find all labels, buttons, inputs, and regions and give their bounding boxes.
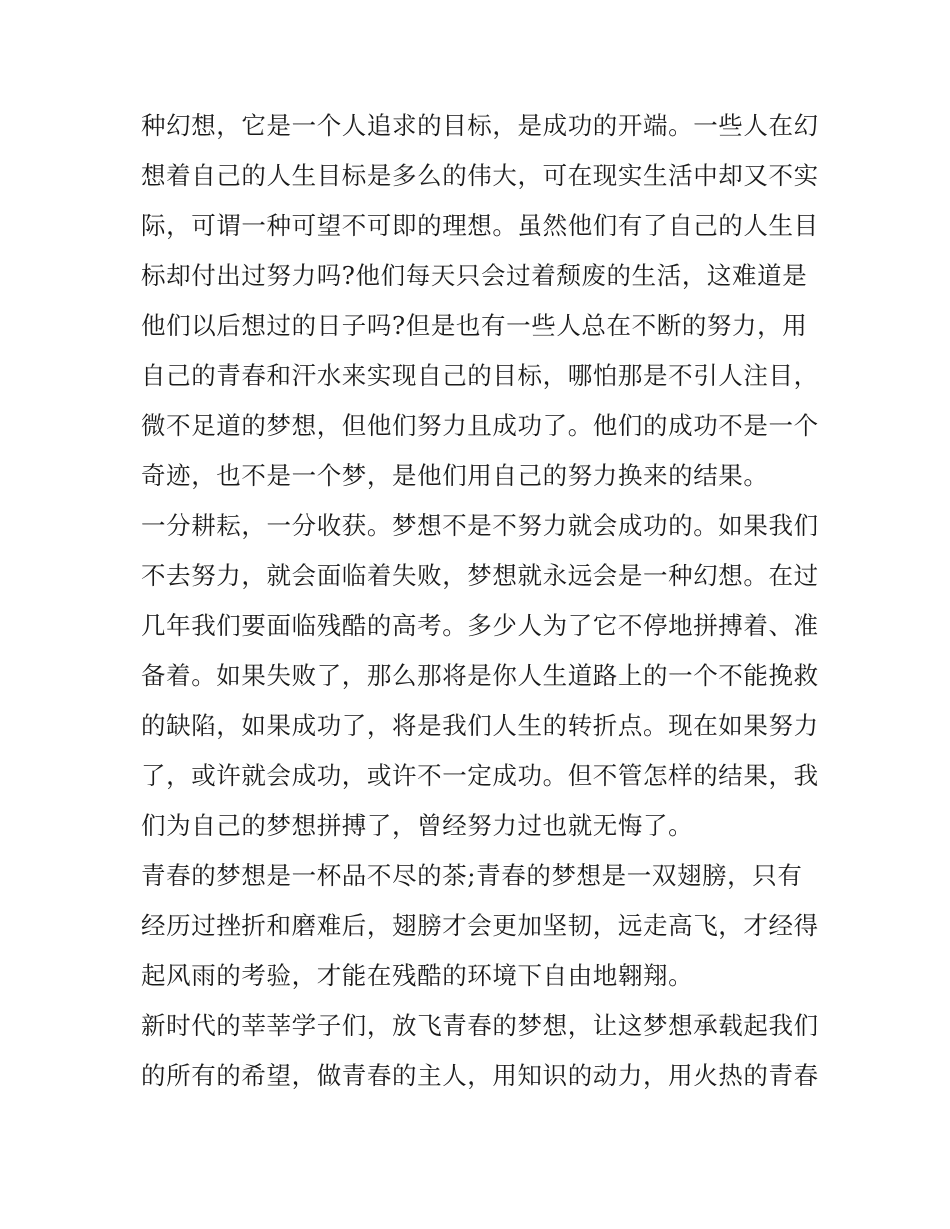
paragraph-1 — [141, 101, 821, 501]
text-line: 不去努力，就会面临着失败，梦想就永远会是一种幻想。在过 — [141, 561, 819, 590]
text-line: 种幻想，它是一个人追求的目标，是成功的开端。一些人在幻 — [141, 111, 819, 140]
paragraph-2 — [141, 501, 821, 851]
text-line: 他们以后想过的日子吗?但是也有一些人总在不断的努力，用 — [141, 311, 808, 340]
text-line: 想着自己的人生目标是多么的伟大，可在现实生活中却又不实 — [141, 161, 819, 190]
text-line: 了，或许就会成功，或许不一定成功。但不管怎样的结果，我 — [141, 761, 819, 790]
text-line: 的所有的希望，做青春的主人，用知识的动力，用火热的青春 — [141, 1061, 819, 1090]
text-line: 自己的青春和汗水来实现自己的目标，哪怕那是不引人注目， — [141, 361, 819, 390]
text-line: 新时代的莘莘学子们，放飞青春的梦想，让这梦想承载起我们 — [141, 1011, 819, 1040]
text-line: 们为自己的梦想拼搏了，曾经努力过也就无悔了。 — [141, 811, 694, 840]
document-body — [141, 101, 821, 1101]
paragraph-4 — [141, 1001, 821, 1101]
text-line: 青春的梦想是一杯品不尽的茶;青春的梦想是一双翅膀，只有 — [141, 861, 803, 890]
paragraph-3 — [141, 851, 821, 1001]
text-line: 一分耕耘，一分收获。梦想不是不努力就会成功的。如果我们 — [141, 511, 819, 540]
text-line: 奇迹，也不是一个梦，是他们用自己的努力换来的结果。 — [141, 461, 769, 490]
text-line: 几年我们要面临残酷的高考。多少人为了它不停地拼搏着、准 — [141, 611, 819, 640]
text-line: 微不足道的梦想，但他们努力且成功了。他们的成功不是一个 — [141, 411, 819, 440]
text-line: 起风雨的考验，才能在残酷的环境下自由地翱翔。 — [141, 961, 694, 990]
text-line: 际，可谓一种可望不可即的理想。虽然他们有了自己的人生目 — [141, 211, 819, 240]
text-line: 的缺陷，如果成功了，将是我们人生的转折点。现在如果努力 — [141, 711, 819, 740]
text-line: 备着。如果失败了，那么那将是你人生道路上的一个不能挽救 — [141, 661, 819, 690]
text-line: 经历过挫折和磨难后，翅膀才会更加坚韧，远走高飞，才经得 — [141, 911, 819, 940]
text-line: 标却付出过努力吗?他们每天只会过着颓废的生活，这难道是 — [141, 261, 808, 290]
